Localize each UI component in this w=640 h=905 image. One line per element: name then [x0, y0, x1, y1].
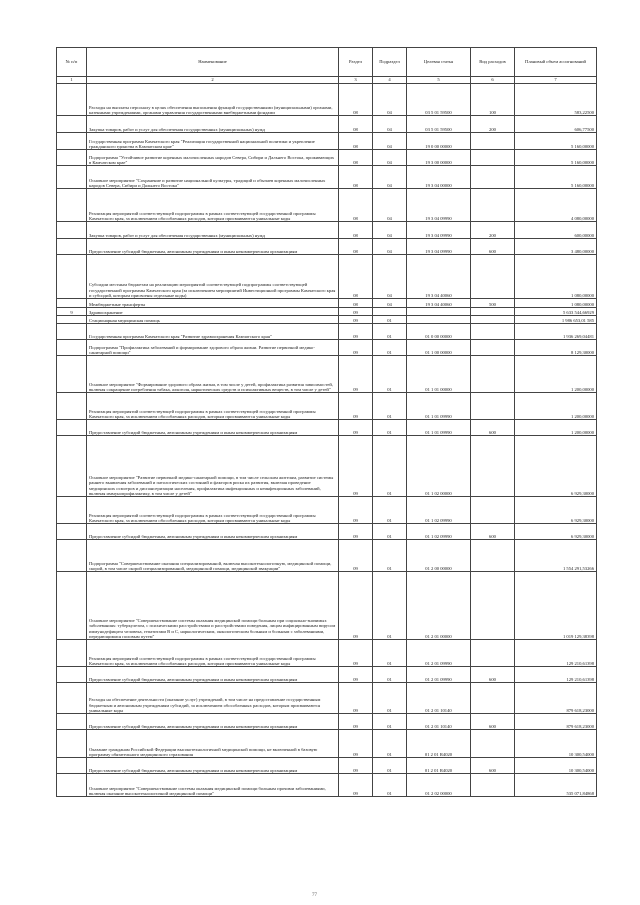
row-name: Расходы на выплаты персоналу в целях обеспечения выполнения функций государственными (муниципальными) органами, казенными учреждениями, органами управления государственными внебюджетными фондами — [87, 84, 339, 116]
row-name: Основное мероприятие "Развитие первичной медико-санитарной помощи, в том числе сельским жителям, развитие системы раннего выявления заболеваний и патологических состояний и факторов риска их развития, включая проведение медицинских осмотров и диспансеризации населения, профилактика инфекционных и неинфекционных заболеваний, включая иммунопрофилактику, в том числе у детей" — [87, 436, 339, 497]
row-kind — [471, 324, 515, 340]
row-amount: 3 480,00000 — [515, 239, 597, 255]
row-kind: 600 — [471, 758, 515, 774]
row-section: 08 — [339, 133, 373, 150]
row-amount: 10 300,54000 — [515, 730, 597, 758]
row-section: 09 — [339, 524, 373, 540]
row-kind — [471, 356, 515, 393]
row-kind: 500 — [471, 299, 515, 308]
row-target: 01 0 00 00000 — [407, 324, 471, 340]
row-name: Реализация мероприятий соответствующей подпрограммы в рамках соответствующей государственной программы Камчатского края, за исключением обособленных расходов, которым присваиваются уникальные коды — [87, 497, 339, 524]
row-section: 09 — [339, 340, 373, 356]
row-amount: 1 080,00000 — [515, 299, 597, 308]
row-amount: 1 200,00000 — [515, 420, 597, 436]
row-amount: 129 210,61398 — [515, 667, 597, 683]
row-amount: 6 929,30000 — [515, 524, 597, 540]
row-number — [57, 133, 87, 150]
table-row — [57, 497, 597, 524]
row-name: Основное мероприятие "Формирование здорового образа жизни, в том числе у детей, профилактика развития зависимостей, включая сокращение потребления табака, алкоголя, наркотических средств и психоактивных веществ, в том числе у детей" — [87, 356, 339, 393]
row-number — [57, 572, 87, 640]
row-section: 08 — [339, 116, 373, 133]
row-kind — [471, 308, 515, 316]
row-name: Закупка товаров, работ и услуг для обеспечения государственных (муниципальных) нужд — [87, 116, 339, 133]
row-amount: 6 929,30000 — [515, 497, 597, 524]
row-amount: 1 986 653,01 585 — [515, 316, 597, 324]
row-subsection: 01 — [373, 667, 407, 683]
page-number: 77 — [312, 893, 317, 898]
row-section: 08 — [339, 189, 373, 222]
row-amount: 1 200,00000 — [515, 393, 597, 420]
row-section: 09 — [339, 316, 373, 324]
row-subsection: 01 — [373, 497, 407, 524]
row-section: 09 — [339, 540, 373, 572]
row-target: 01 1 02 09990 — [407, 497, 471, 524]
row-section: 09 — [339, 420, 373, 436]
row-subsection: 01 — [373, 340, 407, 356]
row-target: 19 3 04 09990 — [407, 189, 471, 222]
row-subsection: 01 — [373, 572, 407, 640]
row-amount: 583,22500 — [515, 84, 597, 116]
table-row — [57, 774, 597, 797]
row-target: 19 0 00 00000 — [407, 133, 471, 150]
column-number: 5 — [407, 77, 471, 84]
table-row — [57, 572, 597, 640]
column-number-row — [57, 77, 597, 84]
row-target: 01 1 00 00000 — [407, 340, 471, 356]
row-kind — [471, 683, 515, 714]
row-section: 09 — [339, 683, 373, 714]
header-row — [57, 48, 597, 77]
row-kind — [471, 189, 515, 222]
row-section: 09 — [339, 572, 373, 640]
row-section: 08 — [339, 299, 373, 308]
row-subsection: 01 — [373, 316, 407, 324]
row-subsection: 01 — [373, 393, 407, 420]
row-kind: 600 — [471, 420, 515, 436]
row-number — [57, 116, 87, 133]
row-number — [57, 84, 87, 116]
row-target: 19 3 00 00000 — [407, 150, 471, 166]
row-name: Предоставление субсидий бюджетным, автономным учреждениям и иным некоммерческим организациям — [87, 420, 339, 436]
row-section: 09 — [339, 774, 373, 797]
row-subsection: 01 — [373, 356, 407, 393]
row-number — [57, 774, 87, 797]
table-row — [57, 133, 597, 150]
row-kind — [471, 393, 515, 420]
row-section: 08 — [339, 239, 373, 255]
row-target: 01 2 02 00000 — [407, 774, 471, 797]
row-name: Реализация мероприятий соответствующей подпрограммы в рамках соответствующей государственной программы Камчатского края, за исключением обособленных расходов, которым присваиваются уникальные коды — [87, 189, 339, 222]
row-number — [57, 758, 87, 774]
row-amount: 5 160,00000 — [515, 166, 597, 189]
column-number: 4 — [373, 77, 407, 84]
row-target: 01 1 01 09990 — [407, 420, 471, 436]
row-subsection: 04 — [373, 116, 407, 133]
row-name: Подпрограмма "Устойчивое развитие коренных малочисленных народов Севера, Сибири и Дальнего Востока, проживающих в Камчатском крае" — [87, 150, 339, 166]
row-target: 01 1 01 00000 — [407, 356, 471, 393]
row-number — [57, 420, 87, 436]
row-subsection: 01 — [373, 683, 407, 714]
row-number — [57, 683, 87, 714]
row-amount: 879 618,23000 — [515, 714, 597, 730]
header-cell-number: № п/п — [57, 48, 87, 77]
row-kind — [471, 255, 515, 299]
row-name: Государственная программа Камчатского края "Развитие здравоохранения Камчатского края" — [87, 324, 339, 340]
row-number — [57, 436, 87, 497]
row-section: 09 — [339, 730, 373, 758]
row-subsection: 04 — [373, 84, 407, 116]
row-kind: 600 — [471, 667, 515, 683]
row-amount: 129 210,61398 — [515, 640, 597, 667]
table-row — [57, 393, 597, 420]
row-amount: 535 071,84868 — [515, 774, 597, 797]
table-row — [57, 640, 597, 667]
row-subsection: 04 — [373, 255, 407, 299]
row-section: 09 — [339, 324, 373, 340]
row-kind: 600 — [471, 714, 515, 730]
row-target: 01 2 01 10140 — [407, 714, 471, 730]
header-cell-subsection: Подраздел — [373, 48, 407, 77]
row-section: 09 — [339, 758, 373, 774]
row-amount: 5 160,00000 — [515, 133, 597, 150]
table-row — [57, 116, 597, 133]
row-amount: 1 200,00000 — [515, 356, 597, 393]
column-number: 7 — [515, 77, 597, 84]
row-number — [57, 189, 87, 222]
row-target: 03 5 01 59500 — [407, 84, 471, 116]
row-number — [57, 356, 87, 393]
row-target: 19 3 04 09990 — [407, 222, 471, 239]
row-name: Межбюджетные трансферты — [87, 299, 339, 308]
row-amount: 1 080,00000 — [515, 255, 597, 299]
row-number — [57, 222, 87, 239]
row-subsection: 01 — [373, 524, 407, 540]
row-number — [57, 316, 87, 324]
row-name: Здравоохранение — [87, 308, 339, 316]
row-subsection: 01 — [373, 324, 407, 340]
row-kind — [471, 497, 515, 524]
row-number — [57, 299, 87, 308]
row-kind — [471, 150, 515, 166]
row-amount: 6 929,30000 — [515, 436, 597, 497]
row-number — [57, 714, 87, 730]
row-name: Субсидии местным бюджетам на реализацию мероприятий соответствующей подпрограммы соответствующей государственной программы Камчатского края (за исключением мероприятий Инвестиционной программы Камчатского края и субсидий, которым присвоены отдельные коды) — [87, 255, 339, 299]
row-amount: 600,00000 — [515, 222, 597, 239]
table-row — [57, 436, 597, 497]
row-subsection: 01 — [373, 420, 407, 436]
table-row — [57, 340, 597, 356]
header-cell-target: Целевая статья — [407, 48, 471, 77]
row-target: 01 2 00 00000 — [407, 540, 471, 572]
column-number: 2 — [87, 77, 339, 84]
row-target: 01 2 01 09990 — [407, 667, 471, 683]
row-amount: 1 554 291,53266 — [515, 540, 597, 572]
row-target: 01 1 02 00000 — [407, 436, 471, 497]
row-amount: 1 936 269,04481 — [515, 324, 597, 340]
row-kind: 200 — [471, 116, 515, 133]
row-target: 19 3 04 09990 — [407, 239, 471, 255]
table-row — [57, 730, 597, 758]
row-amount: 5 160,00000 — [515, 150, 597, 166]
row-section: 09 — [339, 393, 373, 420]
row-subsection: 04 — [373, 150, 407, 166]
row-name: Основное мероприятие "Совершенствование системы оказания медицинской помощи больным при социально-значимых заболеваниях: туберкулезом, с психическими расстройствами и расстройствами поведения, лицам инфицированным вирусом иммунодефицита человека, гепатитами В и С, наркологическим, онкологическим больным и больным с заболеваниями, передающимися половым путем" — [87, 572, 339, 640]
row-name: Основное мероприятие "Сохранение и развитие национальной культуры, традиций и обычаев коренных малочисленных народов Севера, Сибири и Дальнего Востока" — [87, 166, 339, 189]
row-section: 09 — [339, 356, 373, 393]
header-cell-section: Раздел — [339, 48, 373, 77]
row-name: Основное мероприятие "Совершенствование системы оказания медицинской помощи больным прочими заболеваниями, включая оказание высокотехнологичной медицинской помощи" — [87, 774, 339, 797]
row-target — [407, 308, 471, 316]
row-kind: 100 — [471, 84, 515, 116]
row-section: 08 — [339, 222, 373, 239]
row-section: 08 — [339, 166, 373, 189]
row-target: 19 3 04 00000 — [407, 166, 471, 189]
row-amount: 606,77500 — [515, 116, 597, 133]
row-target: 01 1 02 09990 — [407, 524, 471, 540]
row-subsection: 04 — [373, 222, 407, 239]
row-section: 09 — [339, 308, 373, 316]
row-amount: 879 618,23000 — [515, 683, 597, 714]
row-kind — [471, 133, 515, 150]
table-row — [57, 683, 597, 714]
row-amount: 1 019 129,38398 — [515, 572, 597, 640]
row-target: 01 2 01 10140 — [407, 683, 471, 714]
row-kind: 600 — [471, 524, 515, 540]
row-section: 09 — [339, 497, 373, 524]
row-amount: 10 300,54000 — [515, 758, 597, 774]
row-name: Предоставление субсидий бюджетным, автономным учреждениям и иным некоммерческим организациям — [87, 758, 339, 774]
row-number — [57, 166, 87, 189]
row-kind — [471, 340, 515, 356]
table-row — [57, 540, 597, 572]
row-target: 01 2 01 00000 — [407, 572, 471, 640]
row-kind — [471, 730, 515, 758]
row-subsection: 01 — [373, 714, 407, 730]
row-name: Стационарная медицинская помощь — [87, 316, 339, 324]
row-number — [57, 340, 87, 356]
row-section: 09 — [339, 667, 373, 683]
row-target: 01 2 01 09990 — [407, 640, 471, 667]
table-row — [57, 308, 597, 316]
row-kind — [471, 316, 515, 324]
row-kind — [471, 166, 515, 189]
row-section: 08 — [339, 84, 373, 116]
row-number — [57, 640, 87, 667]
row-number — [57, 524, 87, 540]
row-kind — [471, 436, 515, 497]
table-row — [57, 255, 597, 299]
row-subsection: 04 — [373, 189, 407, 222]
row-subsection: 04 — [373, 299, 407, 308]
header-cell-name: Наименование — [87, 48, 339, 77]
table-row — [57, 667, 597, 683]
row-number — [57, 667, 87, 683]
column-number: 3 — [339, 77, 373, 84]
row-section: 09 — [339, 640, 373, 667]
row-section: 09 — [339, 714, 373, 730]
row-subsection — [373, 308, 407, 316]
row-target: 01 2 01 R4020 — [407, 758, 471, 774]
row-kind — [471, 640, 515, 667]
row-name: Закупка товаров, работ и услуг для обеспечения государственных (муниципальных) нужд — [87, 222, 339, 239]
table-row — [57, 758, 597, 774]
header-cell-kind: Вид расходов — [471, 48, 515, 77]
row-subsection: 01 — [373, 730, 407, 758]
row-target — [407, 316, 471, 324]
row-number — [57, 393, 87, 420]
row-subsection: 04 — [373, 239, 407, 255]
row-number — [57, 255, 87, 299]
row-subsection: 01 — [373, 640, 407, 667]
row-section: 08 — [339, 255, 373, 299]
row-number — [57, 239, 87, 255]
row-target: 01 2 01 R4020 — [407, 730, 471, 758]
row-subsection: 01 — [373, 436, 407, 497]
row-number — [57, 730, 87, 758]
row-subsection: 01 — [373, 774, 407, 797]
row-kind — [471, 572, 515, 640]
table-row — [57, 150, 597, 166]
row-kind: 200 — [471, 222, 515, 239]
row-name: Расходы на обеспечение деятельности (оказание услуг) учреждений, в том числе на предоставление государственным бюджетным и автономным учреждениям субсидий, за исключением обособленных расходов, которым присваиваются уникальные коды — [87, 683, 339, 714]
row-amount: 4 080,00000 — [515, 189, 597, 222]
row-amount: 5 633 544,66929 — [515, 308, 597, 316]
column-number: 1 — [57, 77, 87, 84]
row-target: 03 5 01 59500 — [407, 116, 471, 133]
row-section: 08 — [339, 150, 373, 166]
row-name: Реализация мероприятий соответствующей подпрограммы в рамках соответствующей государственной программы Камчатского края, за исключением обособленных расходов, которым присваиваются уникальные коды — [87, 640, 339, 667]
row-number — [57, 540, 87, 572]
row-name: Подпрограмма "Совершенствование оказания специализированной, включая высокотехнологичную, медицинской помощи, скорой, в том числе скорой специализированной, медицинской помощи, медицинской эвакуации" — [87, 540, 339, 572]
row-name: Предоставление субсидий бюджетным, автономным учреждениям и иным некоммерческим организациям — [87, 714, 339, 730]
row-subsection: 01 — [373, 540, 407, 572]
row-name: Реализация мероприятий соответствующей подпрограммы в рамках соответствующей государственной программы Камчатского края, за исключением обособленных расходов, которым присваиваются уникальные коды — [87, 393, 339, 420]
table-row — [57, 714, 597, 730]
row-subsection: 04 — [373, 166, 407, 189]
row-amount: 8 129,30000 — [515, 340, 597, 356]
row-kind: 600 — [471, 239, 515, 255]
table-row — [57, 324, 597, 340]
row-target: 19 3 04 40060 — [407, 299, 471, 308]
table-row — [57, 524, 597, 540]
row-section: 09 — [339, 436, 373, 497]
header-cell-amount: Плановый объем ассигнований — [515, 48, 597, 77]
row-name: Предоставление субсидий бюджетным, автономным учреждениям и иным некоммерческим организациям — [87, 239, 339, 255]
row-number: 9 — [57, 308, 87, 316]
table-row — [57, 222, 597, 239]
table-row — [57, 189, 597, 222]
row-target: 19 3 04 40060 — [407, 255, 471, 299]
row-number — [57, 324, 87, 340]
table-row — [57, 299, 597, 308]
row-kind — [471, 774, 515, 797]
table-row — [57, 420, 597, 436]
table-row — [57, 239, 597, 255]
row-name: Предоставление субсидий бюджетным, автономным учреждениям и иным некоммерческим организациям — [87, 524, 339, 540]
column-number: 6 — [471, 77, 515, 84]
row-subsection: 01 — [373, 758, 407, 774]
row-name: Предоставление субсидий бюджетным, автономным учреждениям и иным некоммерческим организациям — [87, 667, 339, 683]
row-subsection: 04 — [373, 133, 407, 150]
table-row — [57, 84, 597, 116]
row-name: Подпрограмма "Профилактика заболеваний и формирование здорового образа жизни. Развитие первичной медико-санитарной помощи" — [87, 340, 339, 356]
row-number — [57, 497, 87, 524]
row-target: 01 1 01 09990 — [407, 393, 471, 420]
budget-table — [56, 47, 597, 797]
table-row — [57, 316, 597, 324]
table-row — [57, 166, 597, 189]
row-number — [57, 150, 87, 166]
row-name: Государственная программа Камчатского края "Реализация государственной национальной политики и укрепление гражданского единства в Камчатском крае" — [87, 133, 339, 150]
row-name: Оказание гражданам Российской Федерации высокотехнологичной медицинской помощи, не включенной в базовую программу обязательного медицинского страхования — [87, 730, 339, 758]
row-kind — [471, 540, 515, 572]
table-row — [57, 356, 597, 393]
